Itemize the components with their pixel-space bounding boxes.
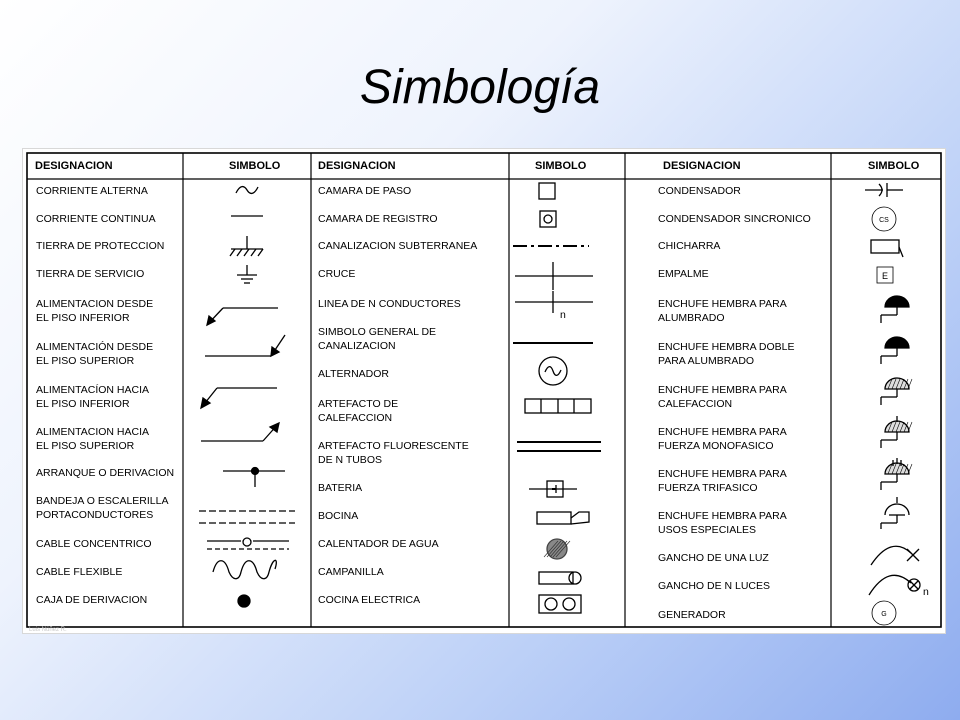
designation-text: CAMPANILLA xyxy=(318,566,384,578)
designation-text: EL PISO SUPERIOR xyxy=(36,355,135,367)
service-earth-icon xyxy=(237,265,257,283)
e-glyph: E xyxy=(881,271,889,281)
designation-text: PARA ALUMBRADO xyxy=(658,355,755,367)
designation-text: EL PISO INFERIOR xyxy=(36,312,130,324)
double-lighting-socket-icon xyxy=(881,337,909,364)
designation-text: CORRIENTE ALTERNA xyxy=(36,185,148,197)
n-conductors-icon xyxy=(515,291,593,313)
slide-title: Simbología xyxy=(359,61,601,114)
ac-wave-icon xyxy=(236,187,258,194)
designation-text: CANALIZACION xyxy=(318,340,396,352)
fluorescent-fixture-icon xyxy=(517,442,601,451)
designation-text: CALENTADOR DE AGUA xyxy=(318,538,439,550)
lighting-socket-icon xyxy=(881,296,909,323)
designation-text: ALUMBRADO xyxy=(658,312,725,324)
designation-text: BATERIA xyxy=(318,482,363,494)
designation-text: USOS ESPECIALES xyxy=(658,524,757,536)
designation-text: ARTEFACTO DE xyxy=(318,398,399,410)
designation-text: ENCHUFE HEMBRA PARA xyxy=(658,384,787,396)
designation-text: CABLE FLEXIBLE xyxy=(36,566,123,578)
designation-text: GANCHO DE N LUCES xyxy=(658,580,771,592)
designation-text: ENCHUFE HEMBRA DOBLE xyxy=(658,341,795,353)
designation-text: ARRANQUE O DERIVACION xyxy=(36,467,175,479)
designation-text: CANALIZACION SUBTERRANEA xyxy=(318,240,478,252)
pass-chamber-icon xyxy=(539,183,555,199)
designation-text: ENCHUFE HEMBRA PARA xyxy=(658,426,787,438)
designation-text: ENCHUFE HEMBRA PARA xyxy=(658,468,787,480)
designation-text: ALIMENTACÍON HACIA xyxy=(36,384,149,396)
feed-from-lower-floor-icon xyxy=(207,308,278,325)
concentric-cable-icon xyxy=(207,538,289,549)
buzzer-icon xyxy=(871,240,903,257)
feed-to-lower-floor-icon xyxy=(201,388,277,408)
n-label: n xyxy=(560,309,566,321)
designation-text: GENERADOR xyxy=(658,609,726,621)
designation-text: ALIMENTACION DESDE xyxy=(36,298,154,310)
header-designacion: DESIGNACION xyxy=(318,160,396,172)
splice-icon xyxy=(877,267,893,283)
designation-text: EMPALME xyxy=(658,268,709,280)
designation-text: COCINA ELECTRICA xyxy=(318,594,421,606)
designation-text: ENCHUFE HEMBRA PARA xyxy=(658,510,787,522)
designation-text: CABLE CONCENTRICO xyxy=(36,538,152,550)
cable-tray-icon xyxy=(199,511,295,523)
n-lights-hook-icon xyxy=(869,575,920,595)
designation-text: DE N TUBOS xyxy=(318,454,382,466)
designation-text: ENCHUFE HEMBRA PARA xyxy=(658,298,787,310)
designation-text: ALIMENTACIÓN DESDE xyxy=(36,341,154,353)
designation-text: EL PISO SUPERIOR xyxy=(36,440,135,452)
flexible-cable-icon xyxy=(213,560,276,578)
feed-to-upper-floor-icon xyxy=(201,423,279,441)
designation-text: SIMBOLO GENERAL DE xyxy=(318,326,437,338)
capacitor-icon xyxy=(865,183,903,197)
designation-text: BANDEJA O ESCALERILLA xyxy=(36,495,169,507)
synchronous-condenser-icon xyxy=(872,207,896,231)
crossing-icon xyxy=(515,262,593,290)
designation-text: TIERRA DE PROTECCION xyxy=(36,240,165,252)
header-designacion: DESIGNACION xyxy=(663,160,741,172)
g-glyph: G xyxy=(881,611,887,618)
designation-text: CONDENSADOR xyxy=(658,185,741,197)
special-socket-icon xyxy=(881,497,909,529)
designation-text: PORTACONDUCTORES xyxy=(36,509,154,521)
heater-icon xyxy=(525,399,591,413)
alternator-icon xyxy=(539,357,567,385)
designation-text: CHICHARRA xyxy=(658,240,721,252)
horn-icon xyxy=(537,512,589,524)
branch-junction-icon xyxy=(223,468,285,488)
feed-from-upper-floor-icon xyxy=(205,335,285,356)
junction-box-icon xyxy=(238,595,250,607)
designation-text: CAMARA DE REGISTRO xyxy=(318,213,438,225)
header-simbolo: SIMBOLO xyxy=(229,160,281,172)
designation-text: GANCHO DE UNA LUZ xyxy=(658,552,769,564)
inspection-chamber-icon xyxy=(540,211,556,227)
watermark: Luis Núñez R. xyxy=(29,627,67,633)
designation-text: CALEFACCION xyxy=(658,398,733,410)
designation-text: BOCINA xyxy=(318,510,359,522)
designation-text: FUERZA MONOFASICO xyxy=(658,440,774,452)
header-simbolo: SIMBOLO xyxy=(535,160,587,172)
single-light-hook-icon xyxy=(871,546,919,565)
generator-icon xyxy=(872,601,896,625)
designation-text: LINEA DE N CONDUCTORES xyxy=(318,298,461,310)
cs-glyph: CS xyxy=(879,217,889,224)
designation-text: CALEFACCION xyxy=(318,412,393,424)
header-simbolo: SIMBOLO xyxy=(868,160,920,172)
n-label: n xyxy=(923,586,929,598)
header-designacion: DESIGNACION xyxy=(35,160,113,172)
designation-text: FUERZA TRIFASICO xyxy=(658,482,758,494)
electric-stove-icon xyxy=(539,595,581,613)
designation-text: EL PISO INFERIOR xyxy=(36,398,130,410)
water-heater-icon xyxy=(544,539,570,559)
designation-text: CRUCE xyxy=(318,268,356,280)
designation-text: CORRIENTE CONTINUA xyxy=(36,213,156,225)
symbology-table-svg xyxy=(23,149,945,633)
battery-icon xyxy=(529,481,577,497)
symbology-table xyxy=(22,148,946,634)
single-phase-socket-icon xyxy=(881,416,912,448)
designation-text: ALTERNADOR xyxy=(318,368,389,380)
bell-icon xyxy=(539,572,581,584)
designation-text: CAJA DE DERIVACION xyxy=(36,594,148,606)
three-phase-socket-icon xyxy=(881,458,912,490)
designation-text: TIERRA DE SERVICIO xyxy=(36,268,145,280)
designation-text: ALIMENTACION HACIA xyxy=(36,426,149,438)
designation-text: ARTEFACTO FLUORESCENTE xyxy=(318,440,469,452)
protective-earth-icon xyxy=(230,236,263,256)
heating-socket-icon xyxy=(881,378,912,405)
designation-text: CAMARA DE PASO xyxy=(318,185,412,197)
designation-text: CONDENSADOR SINCRONICO xyxy=(658,213,811,225)
